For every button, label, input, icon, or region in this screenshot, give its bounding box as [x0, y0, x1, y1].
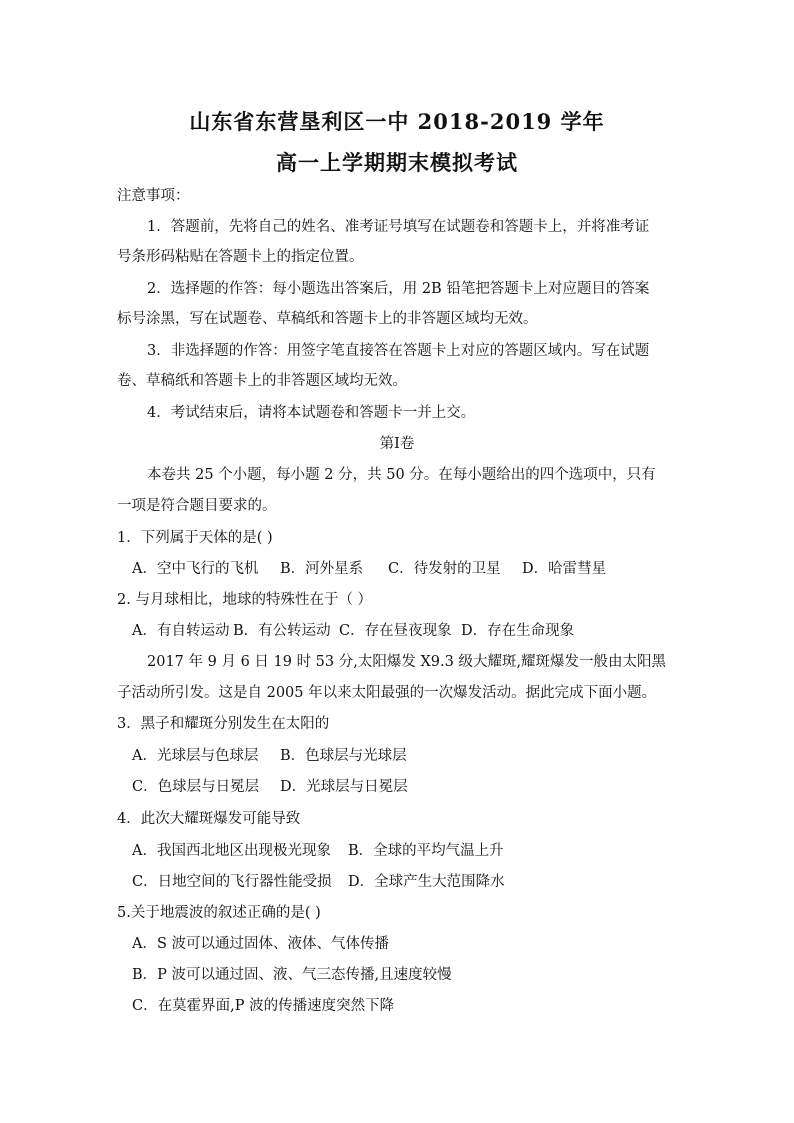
section-intro-line-2: 一项是符合题目要求的。	[117, 498, 277, 514]
question-4-option-c: C．日地空间的飞行器性能受损	[132, 874, 332, 890]
question-5-stem: 5.关于地震波的叙述正确的是( )	[117, 905, 321, 921]
question-2-options	[132, 621, 697, 641]
notice-item-3-line-1: 3．非选择题的作答：用签字笔直接答在答题卡上对应的答题区域内。写在试题	[147, 343, 650, 359]
question-1-option-c: C．待发射的卫星	[388, 561, 501, 577]
question-5-option-b: B．P 波可以通过固、液、气三态传播,且速度较慢	[132, 967, 452, 983]
notice-item-1-line-1: 1．答题前，先将自己的姓名、准考证号填写在试题卷和答题卡上，并将准考证	[147, 219, 650, 235]
question-2-option-b: B．有公转运动	[233, 623, 331, 639]
question-4-option-d: D．全球产生大范围降水	[348, 874, 505, 890]
question-1-stem: 1．下列属于天体的是( )	[117, 530, 273, 546]
question-1-option-b: B．河外星系	[280, 561, 364, 577]
notice-heading: 注意事项：	[117, 188, 190, 204]
section-title: 第Ⅰ卷	[379, 436, 415, 452]
question-1-options	[132, 559, 697, 579]
question-4-stem: 4．此次大耀斑爆发可能导致	[117, 811, 301, 827]
question-4-options-row-2	[132, 872, 697, 892]
question-4-options-row-1	[132, 841, 697, 861]
question-3-options-row-2	[132, 777, 697, 797]
question-5-option-a: A．S 波可以通过固体、液体、气体传播	[132, 936, 390, 952]
question-3-option-b: B．色球层与光球层	[280, 748, 407, 764]
exam-title: 山东省东营垦利区一中 2018-2019 学年	[189, 109, 605, 134]
exam-subtitle: 高一上学期期末模拟考试	[276, 150, 518, 175]
question-3-stem: 3．黑子和耀斑分别发生在太阳的	[117, 716, 330, 732]
notice-item-4: 4．考试结束后，请将本试题卷和答题卡一并上交。	[147, 405, 476, 421]
question-2-option-d: D．存在生命现象	[461, 623, 575, 639]
question-3-options-row-1	[132, 746, 697, 766]
question-1-option-a: A．空中飞行的飞机	[132, 561, 259, 577]
question-1-option-d: D．哈雷彗星	[522, 561, 607, 577]
question-2-stem: 2. 与月球相比，地球的特殊性在于（ ）	[117, 592, 373, 608]
question-3-option-c: C．色球层与日冕层	[132, 779, 260, 795]
notice-item-2-line-2: 标号涂黑，写在试题卷、草稿纸和答题卡上的非答题区域均无效。	[117, 311, 538, 327]
question-4-option-b: B．全球的平均气温上升	[348, 843, 504, 859]
question-2-option-c: C．存在昼夜现象	[339, 623, 452, 639]
question-5-option-c: C．在莫霍界面,P 波的传播速度突然下降	[132, 998, 395, 1014]
question-3-option-a: A．光球层与色球层	[132, 748, 259, 764]
question-2-option-a: A．有自转运动	[132, 623, 230, 639]
notice-item-1-line-2: 号条形码粘贴在答题卡上的指定位置。	[117, 249, 364, 265]
passage-line-2: 子活动所引发。这是自 2005 年以来太阳最强的一次爆发活动。据此完成下面小题。	[117, 685, 657, 701]
notice-item-3-line-2: 卷、草稿纸和答题卡上的非答题区域均无效。	[117, 373, 407, 389]
question-4-option-a: A．我国西北地区出现极光现象	[132, 843, 331, 859]
notice-item-2-line-1: 2．选择题的作答：每小题选出答案后，用 2B 铅笔把答题卡上对应题目的答案	[147, 281, 650, 297]
passage-line-1: 2017 年 9 月 6 日 19 时 53 分,太阳爆发 X9.3 级大耀斑,耀斑爆发一般由太阳黑	[147, 654, 667, 670]
section-intro-line-1: 本卷共 25 个小题，每小题 2 分，共 50 分。在每小题给出的四个选项中，只有	[147, 467, 656, 483]
question-3-option-d: D．光球层与日冕层	[280, 779, 408, 795]
